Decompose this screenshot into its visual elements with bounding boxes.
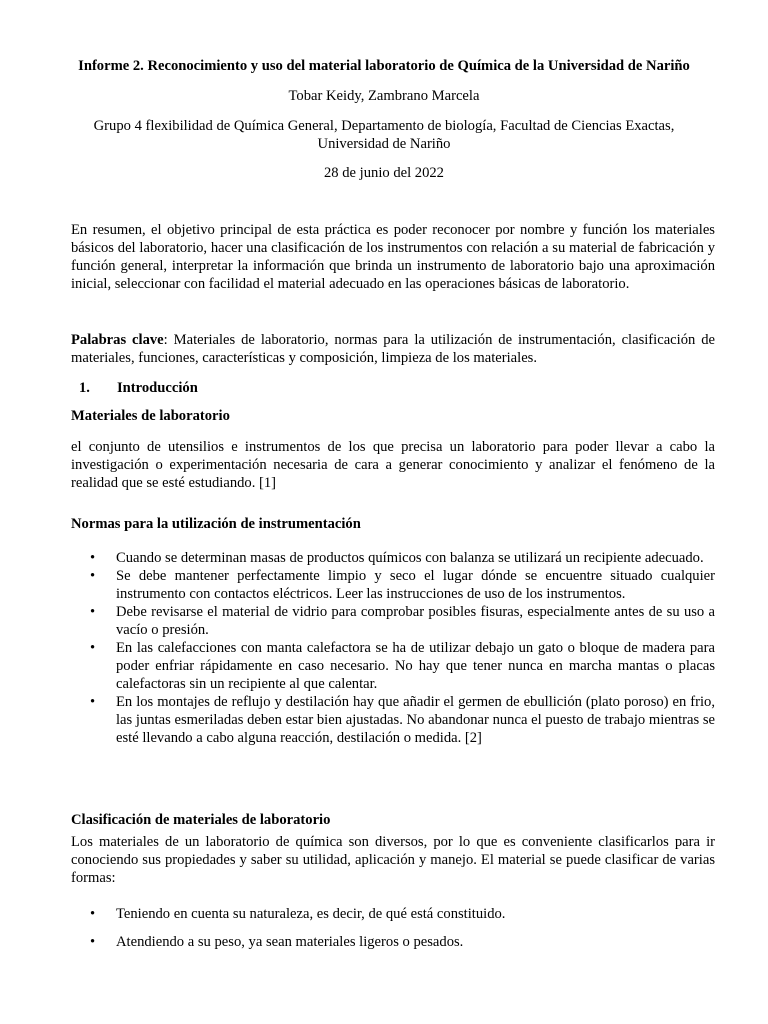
subheading-clasificacion: Clasificación de materiales de laboratorio	[71, 812, 331, 828]
list-item	[71, 693, 715, 747]
list-item-text: Cuando se determinan masas de productos químicos con balanza se utilizará un recipiente adecuado.	[116, 550, 704, 566]
normas-list	[71, 549, 715, 747]
affiliation-line-1: Grupo 4 flexibilidad de Química General, Departamento de biología, Facultad de Ciencias Exactas,	[93, 118, 675, 134]
list-item-text: Atendiendo a su peso, ya sean materiales ligeros o pesados.	[116, 934, 464, 950]
paragraph-clasificacion: Los materiales de un laboratorio de química son diversos, por lo que es conveniente clasificarlos para ir conociendo sus propiedades y saber su utilidad, aplicación y manejo. El material se puede clasificar de varias formas:	[71, 834, 715, 886]
authors: Tobar Keidy, Zambrano Marcela	[288, 88, 480, 104]
affiliation-line-2: Universidad de Nariño	[317, 136, 451, 152]
bullet-icon: •	[90, 694, 96, 710]
abstract-paragraph: En resumen, el objetivo principal de esta práctica es poder reconocer por nombre y función los materiales básicos del laboratorio, hacer una clasificación de los instrumentos con relación a su material de fabricación y función general, interpretar la información que brinda un instrumento de laboratorio bajo una aproximación inicial, seleccionar con facilidad el material adecuado en las operaciones básicas de laboratorio.	[71, 222, 715, 292]
document-title: Informe 2. Reconocimiento y uso del material laboratorio de Química de la Universidad de Nariño	[78, 58, 690, 74]
bullet-icon: •	[90, 906, 96, 922]
list-item-text: Debe revisarse el material de vidrio para comprobar posibles fisuras, especialmente antes de su uso a vacío o presión.	[116, 604, 715, 638]
list-item-text: En los montajes de reflujo y destilación hay que añadir el germen de ebullición (plato poroso) en frio, las juntas esmeriladas deben estar bien ajustadas. No abandonar nunca el puesto de trabajo mientras se esté llevando a cabo alguna reacción, destilación o medida. [2]	[116, 694, 715, 746]
list-item	[71, 603, 715, 639]
keywords-text: : Materiales de laboratorio, normas para la utilización de instrumentación, clasificación de materiales, funciones, características y composición, limpieza de los materiales.	[71, 332, 715, 366]
list-item	[71, 549, 715, 567]
list-item	[71, 933, 715, 951]
keywords-label: Palabras clave	[71, 332, 164, 348]
bullet-icon: •	[90, 934, 96, 950]
paragraph-materiales: el conjunto de utensilios e instrumentos de los que precisa un laboratorio para poder llevar a cabo la investigación o experimentación necesaria de cara a generar conocimiento y analizar el fenómeno de la realidad que se esté estudiando. [1]	[71, 439, 715, 491]
clasificacion-list	[71, 905, 715, 961]
bullet-icon: •	[90, 604, 96, 620]
section-heading-introduction	[79, 379, 723, 397]
section-title: Introducción	[117, 380, 198, 396]
bullet-icon: •	[90, 550, 96, 566]
list-item-text: En las calefacciones con manta calefactora se ha de utilizar debajo un gato o bloque de madera para poder enfriar rápidamente en caso necesario. No hay que tener nunca en marcha mantas o placas calefactoras sin un recipiente al que calentar.	[116, 640, 715, 692]
list-item-text: Teniendo en cuenta su naturaleza, es decir, de qué está constituido.	[116, 906, 506, 922]
list-item	[71, 905, 715, 923]
section-number: 1.	[79, 380, 90, 396]
list-item	[71, 567, 715, 603]
bullet-icon: •	[90, 568, 96, 584]
subheading-materiales: Materiales de laboratorio	[71, 408, 230, 424]
subheading-normas: Normas para la utilización de instrumentación	[71, 516, 361, 532]
list-item-text: Se debe mantener perfectamente limpio y seco el lugar dónde se encuentre situado cualquier instrumento con contactos eléctricos. Leer las instrucciones de uso de los instrumentos.	[116, 568, 715, 602]
keywords-paragraph	[71, 331, 715, 367]
bullet-icon: •	[90, 640, 96, 656]
affiliation	[60, 117, 708, 153]
list-item	[71, 639, 715, 693]
document-date: 28 de junio del 2022	[324, 165, 444, 181]
